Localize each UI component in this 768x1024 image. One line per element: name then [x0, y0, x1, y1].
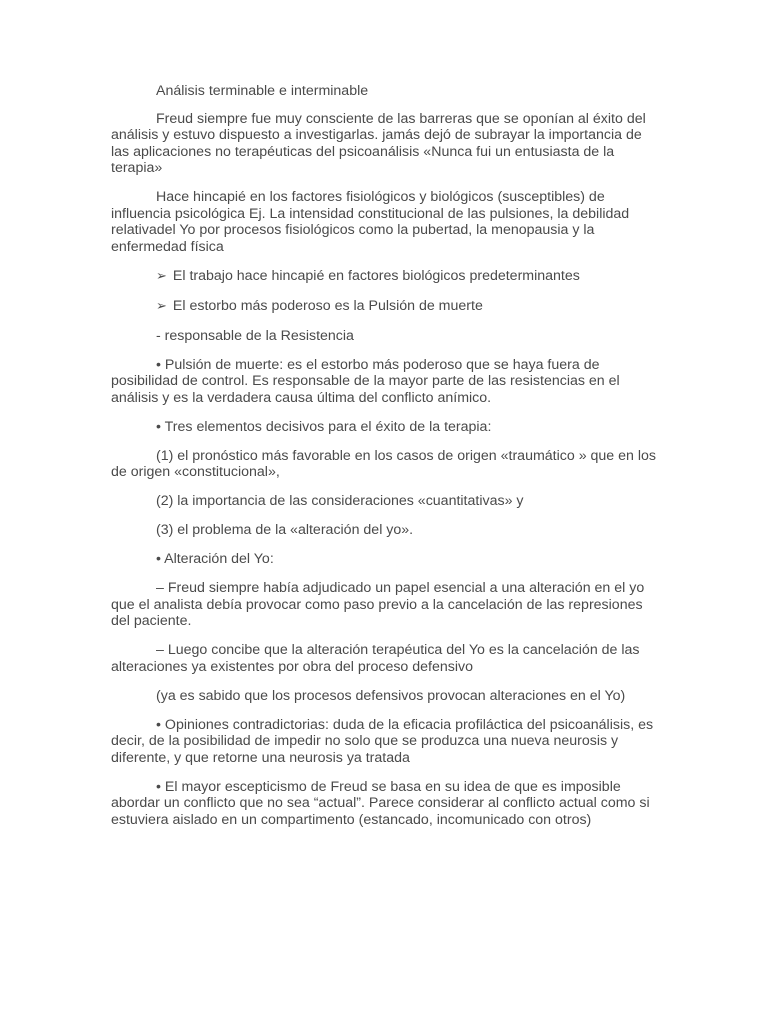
- arrow-bullet-icon: ➢: [156, 268, 167, 284]
- paragraph-biological-factors: Hace hincapié en los factores fisiológicos y biológicos (susceptibles) de influencia psicológica Ej. La intensidad constitucional de las pulsiones, la debilidad relativadel Yo por procesos fisiológicos como la pubertad, la menopausia y la enfermedad física: [111, 189, 630, 255]
- paragraph-ego-alteration-heading: • Alteración del Yo:: [156, 551, 274, 567]
- paragraph-three-elements: • Tres elementos decisivos para el éxito de la terapia:: [156, 418, 492, 435]
- arrow-list-item: [111, 298, 656, 316]
- paragraph-ego-alteration-2: – Luego concibe que la alteración terapéutica del Yo es la cancelación de las alteraciones ya existentes por obra del proceso defensivo: [111, 642, 640, 675]
- paragraph-resistance: - responsable de la Resistencia: [156, 327, 354, 344]
- paragraph-element-2: (2) la importancia de las consideraciones «cuantitativas» y: [156, 493, 524, 509]
- arrow-list-item-text: El trabajo hace hincapié en factores biológicos predeterminantes: [172, 267, 580, 284]
- paragraph-element-3: (3) el problema de la «alteración del yo».: [156, 522, 414, 538]
- document-title: Análisis terminable e interminable: [156, 83, 369, 99]
- paragraph-freud-barriers: Freud siempre fue muy consciente de las barreras que se oponían al éxito del análisis y estuvo dispuesto a investigarlas. jamás dejó de subrayar la importancia de las aplicaciones no terapéuticas del psicoanálisis «Nunca fui un entusiasta de la terapia»: [111, 110, 646, 176]
- document-page: [111, 83, 656, 841]
- arrow-bullet-icon: ➢: [156, 298, 167, 314]
- paragraph-defensive-processes: (ya es sabido que los procesos defensivos provocan alteraciones en el Yo): [156, 687, 626, 704]
- paragraph-death-drive: • Pulsión de muerte: es el estorbo más poderoso que se haya fuera de posibilidad de control. Es responsable de la mayor parte de las resistencias en el análisis y es la verdadera causa última del conflicto anímico.: [111, 356, 620, 406]
- paragraph-contradictory-opinions: • Opiniones contradictorias: duda de la eficacia profiláctica del psicoanálisis, es decir, de la posibilidad de impedir no solo que se produzca una nueva neurosis y diferente, y que retorne una neurosis ya tratada: [111, 716, 654, 766]
- paragraph-skepticism: • El mayor escepticismo de Freud se basa en su idea de que es imposible abordar un conflicto que no sea “actual”. Parece considerar al conflicto actual como si estuviera aislado en un compartimento (estancado, incomunicado con otros): [111, 778, 650, 828]
- arrow-list-item-text: El estorbo más poderoso es la Pulsión de muerte: [172, 297, 483, 314]
- paragraph-element-1: (1) el pronóstico más favorable en los casos de origen «traumático » que en los de origen «constitucional»,: [111, 447, 656, 480]
- paragraph-ego-alteration-1: – Freud siempre había adjudicado un papel esencial a una alteración en el yo que el analista debía provocar como paso previo a la cancelación de las represiones del paciente.: [111, 580, 645, 629]
- arrow-list-item: [111, 268, 656, 286]
